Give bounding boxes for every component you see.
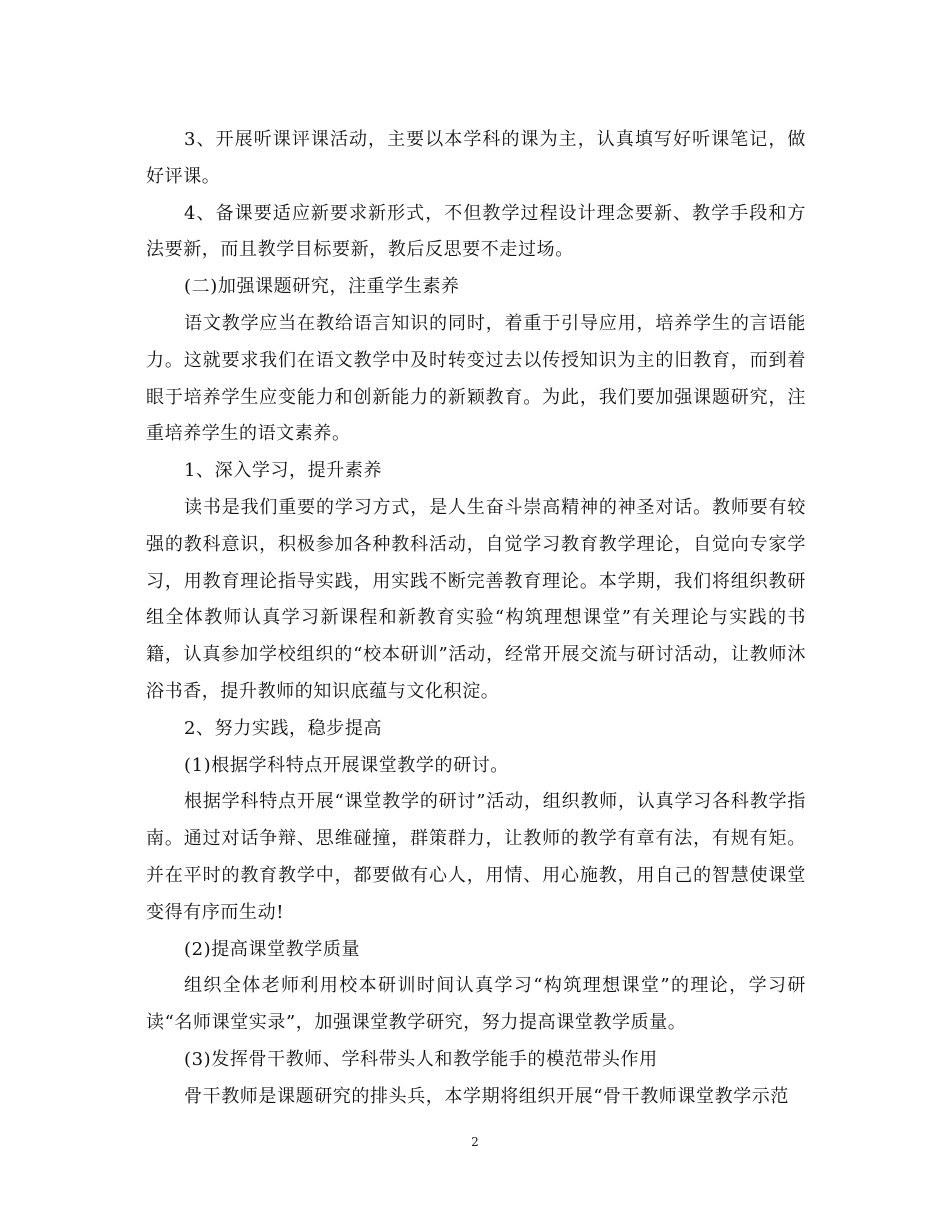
subheading-2-practice: 2、努力实践，稳步提高 xyxy=(184,717,383,739)
page-body xyxy=(146,122,806,1116)
paragraph-backbone-teachers: 骨干教师是课题研究的排头兵，本学期将组织开展“骨干教师课堂教学示范 xyxy=(184,1085,789,1107)
page-number: 2 xyxy=(471,1135,479,1149)
paragraph-3-listening: 3、开展听课评课活动，主要以本学科的课为主，认真填写好听课笔记，做好评课。 xyxy=(146,129,806,187)
subheading-practice-2: (2)提高课堂教学质量 xyxy=(184,938,361,960)
paragraph-classroom-research: 根据学科特点开展“课堂教学的研讨”活动，组织教师，认真学习各科教学指南。通过对话争辩、思维碰撞，群策群力，让教师的教学有章有法，有规有矩。并在平时的教育教学中，都要做有心人，用情、用心施教，用自己的智慧使课堂变得有序而生动! xyxy=(146,791,806,923)
paragraph-4-lesson-prep: 4、备课要适应新要求新形式，不但教学过程设计理念要新、教学手段和方法要新，而且教学目标要新，教后反思要不走过场。 xyxy=(146,202,806,261)
paragraph-reading: 读书是我们重要的学习方式，是人生奋斗崇高精神的神圣对话。教师要有较强的教科意识，积极参加各种教科活动，自觉学习教育教学理论，自觉向专家学习，用教育理论指导实践，用实践不断完善教育理论。本学期，我们将组织教研组全体教师认真学习新课程和新教育实验“构筑理想课堂”有关理论与实践的书籍，认真参加学校组织的“校本研训”活动，经常开展交流与研讨活动，让教师沐浴书香，提升教师的知识底蕴与文化积淀。 xyxy=(146,496,806,702)
subheading-practice-3: (3)发挥骨干教师、学科带头人和教学能手的模范带头作用 xyxy=(184,1048,658,1070)
section-heading-2: (二)加强课题研究，注重学生素养 xyxy=(184,276,460,298)
subheading-1-study: 1、深入学习，提升素养 xyxy=(184,460,383,482)
paragraph-language-teaching: 语文教学应当在教给语言知识的同时，着重于引导应用，培养学生的言语能力。这就要求我们在语文教学中及时转变过去以传授知识为主的旧教育，而到着眼于培养学生应变能力和创新能力的新颖教育。为此，我们要加强课题研究，注重培养学生的语文素养。 xyxy=(146,312,806,445)
subheading-practice-1: (1)根据学科特点开展课堂教学的研讨。 xyxy=(184,754,509,776)
paragraph-quality: 组织全体老师利用校本研训时间认真学习“构筑理想课堂”的理论，学习研读“名师课堂实录”，加强课堂教学研究，努力提高课堂教学质量。 xyxy=(146,975,806,1034)
